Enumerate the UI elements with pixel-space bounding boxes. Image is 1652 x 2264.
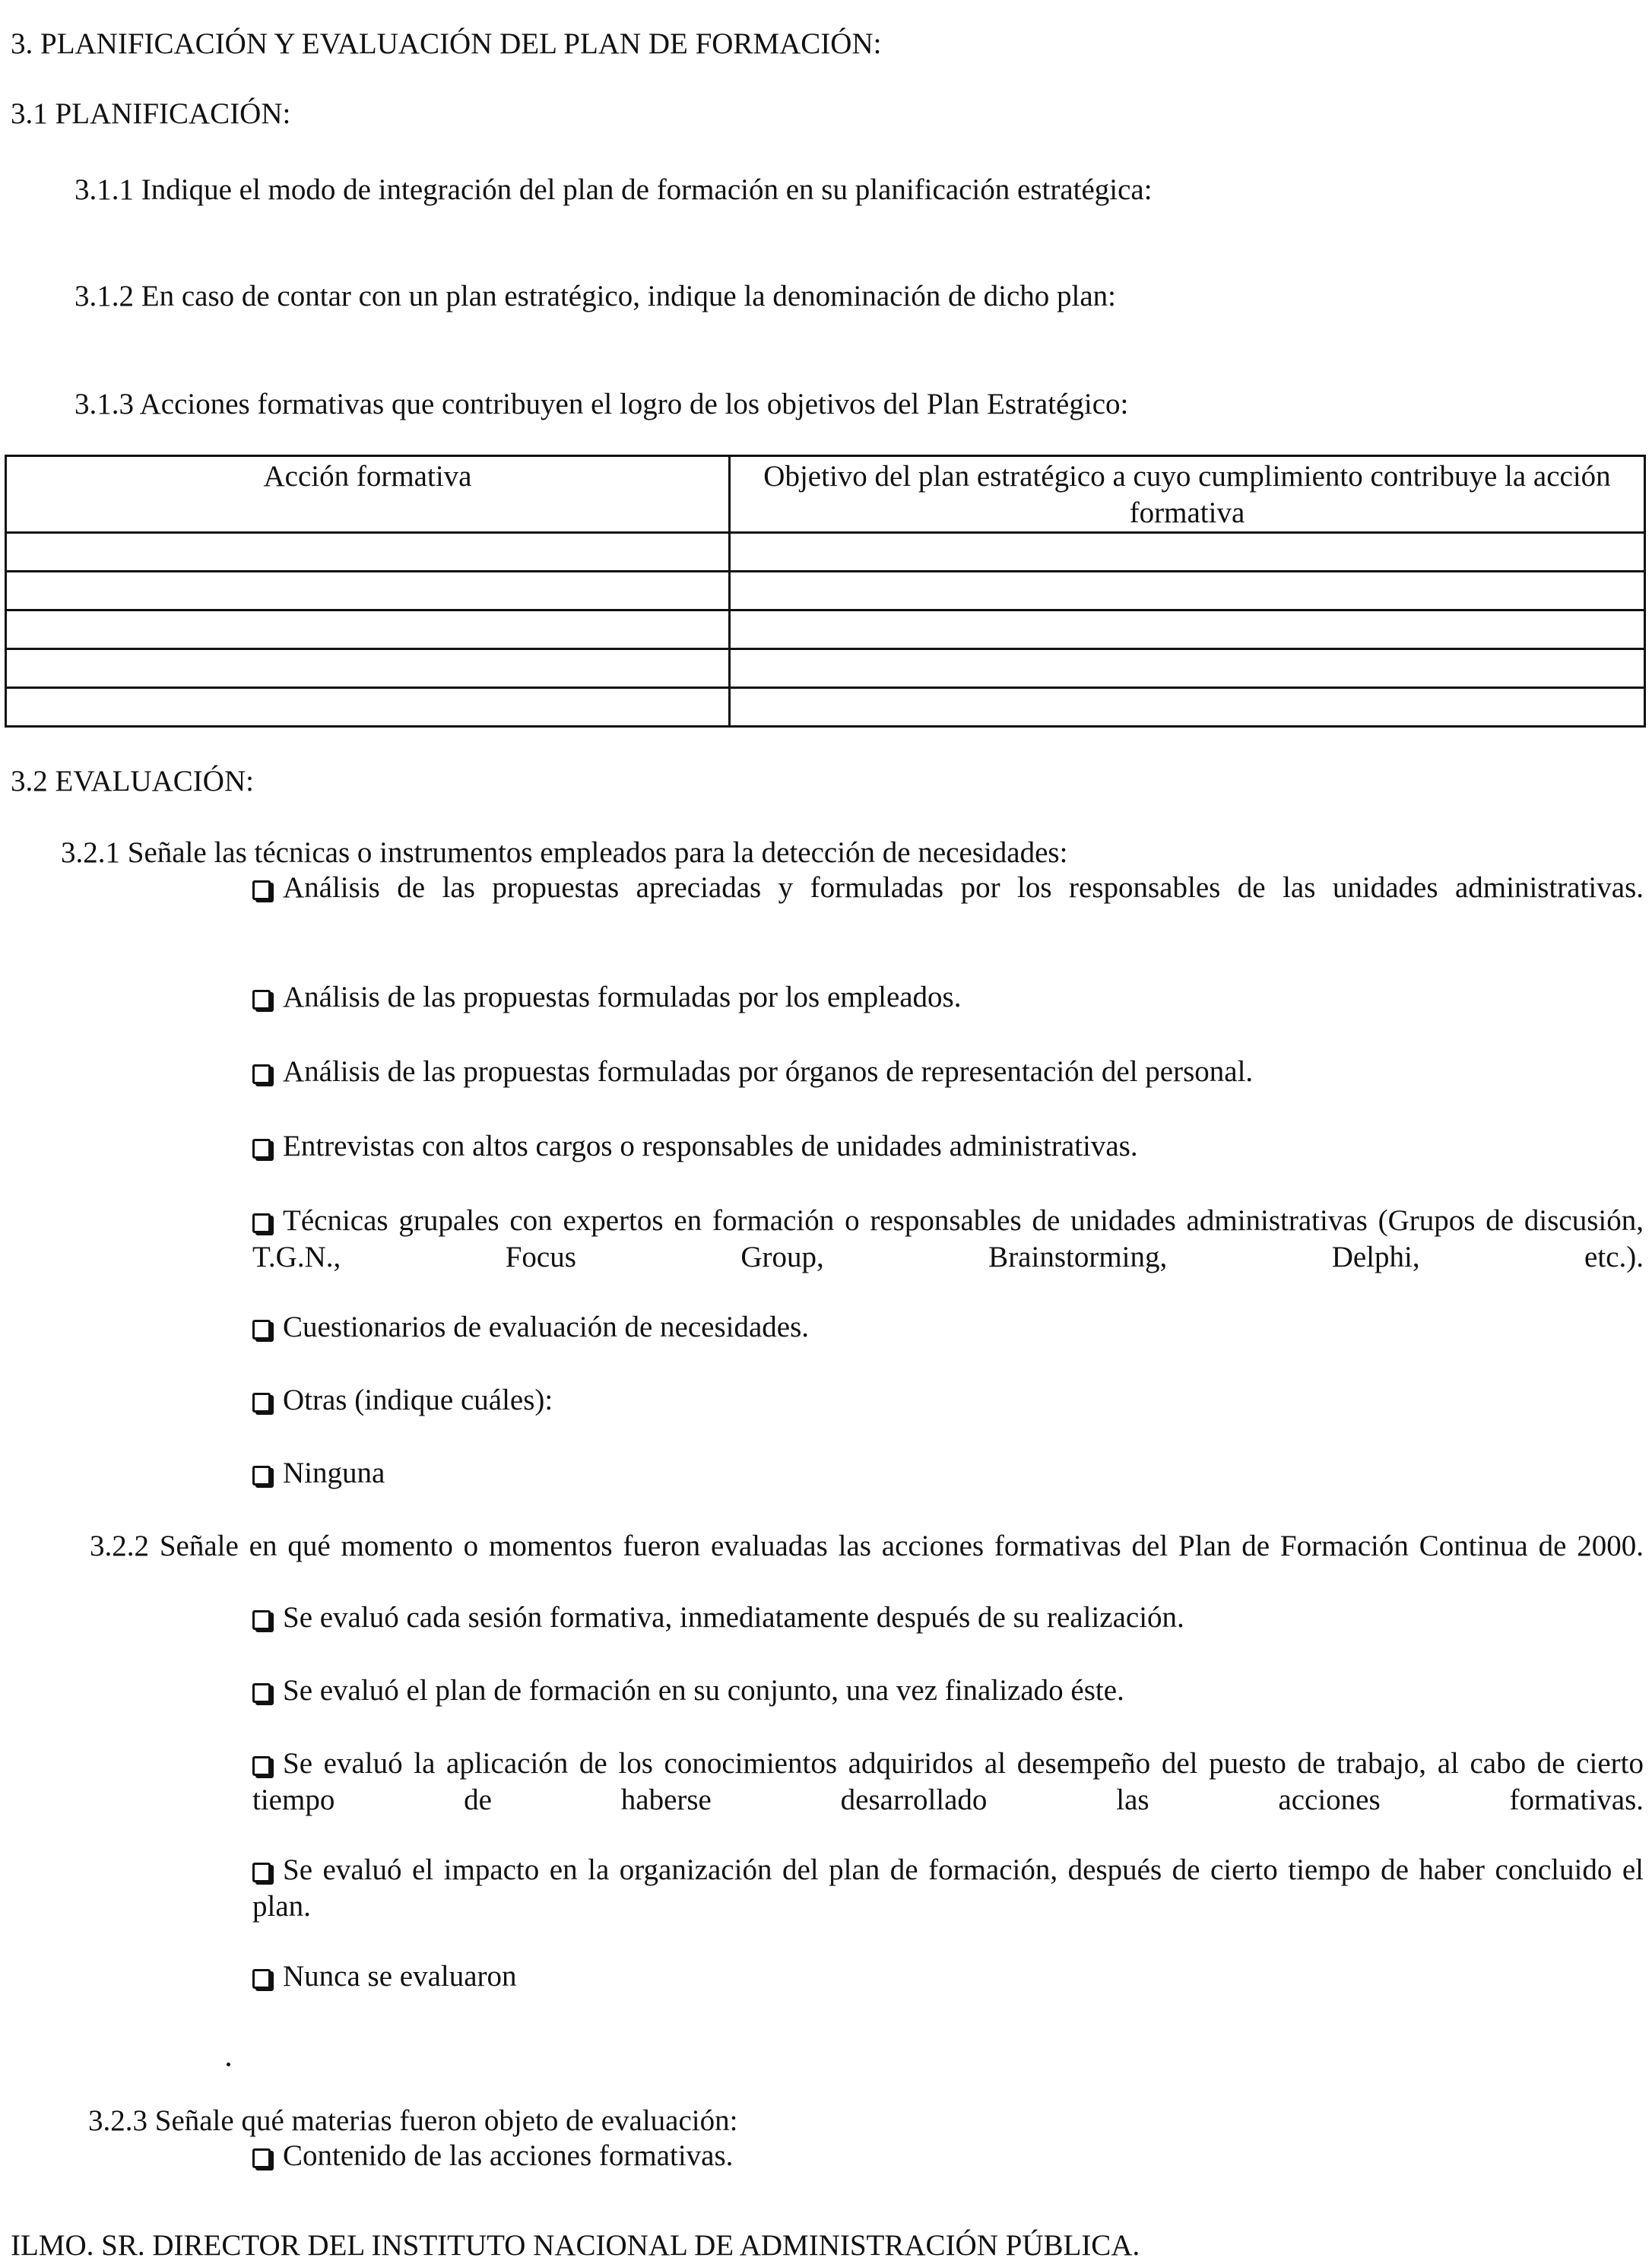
- checkbox[interactable]: [252, 1320, 271, 1340]
- option-item: [252, 2138, 733, 2174]
- option-item: [252, 979, 962, 1016]
- checkbox[interactable]: [252, 1610, 271, 1630]
- column-header-objetivo: Objetivo del plan estratégico a cuyo cumplimiento contribuye la acción formativa: [730, 456, 1645, 533]
- table-cell[interactable]: [6, 649, 730, 688]
- checkbox[interactable]: [252, 880, 271, 900]
- option-label: Análisis de las propuestas formuladas por órganos de representación del personal.: [283, 1055, 1254, 1088]
- checkbox[interactable]: [252, 1213, 271, 1233]
- option-label: Contenido de las acciones formativas.: [283, 2139, 734, 2172]
- option-item: [252, 1309, 809, 1346]
- table-row: [6, 610, 1645, 649]
- question-3-1-3: 3.1.3 Acciones formativas que contribuyen el logro de los objetivos del Plan Estratégico:: [75, 388, 1129, 420]
- table-cell[interactable]: [6, 688, 730, 727]
- table-cell[interactable]: [730, 533, 1645, 572]
- option-label: Se evaluó el plan de formación en su conjunto, una vez finalizado éste.: [283, 1674, 1124, 1707]
- option-item: [252, 870, 1644, 943]
- checkbox[interactable]: [252, 1139, 271, 1159]
- section-title: 3. PLANIFICACIÓN Y EVALUACIÓN DEL PLAN DE FORMACIÓN:: [11, 27, 882, 60]
- table-row: [6, 572, 1645, 610]
- acciones-table: [5, 455, 1646, 728]
- checkbox[interactable]: [252, 1969, 271, 1989]
- option-item: [252, 1203, 1644, 1312]
- planificacion-heading: 3.1 PLANIFICACIÓN:: [11, 97, 291, 130]
- stray-mark: [227, 2063, 230, 2066]
- checkbox[interactable]: [252, 2148, 271, 2168]
- option-label: Análisis de las propuestas apreciadas y formuladas por los responsables de las unidades administrativas.: [283, 871, 1644, 904]
- option-label: Ninguna: [283, 1457, 385, 1489]
- option-label: Técnicas grupales con expertos en formación o responsables de unidades administrativas (Grupos de discusión, T.G.N., Focus Group, Brainstorming, Delphi, etc.).: [252, 1204, 1644, 1273]
- question-3-2-1: 3.2.1 Señale las técnicas o instrumentos empleados para la detección de necesidades:: [61, 836, 1068, 869]
- question-3-2-3: 3.2.3 Señale qué materias fueron objeto de evaluación:: [88, 2104, 738, 2137]
- question-3-1-1: 3.1.1 Indique el modo de integración del plan de formación en su planificación estratégica:: [75, 173, 1153, 206]
- table-cell[interactable]: [730, 572, 1645, 610]
- checkbox[interactable]: [252, 1863, 271, 1882]
- checkbox[interactable]: [252, 990, 271, 1010]
- option-item: [252, 1958, 517, 1995]
- question-3-2-2: 3.2.2 Señale en qué momento o momentos fueron evaluadas las acciones formativas del Plan de Formación Continua de 2000.: [90, 1530, 1644, 1562]
- checkbox[interactable]: [252, 1756, 271, 1776]
- table-cell[interactable]: [730, 688, 1645, 727]
- checkbox[interactable]: [252, 1466, 271, 1486]
- question-3-1-2: 3.1.2 En caso de contar con un plan estratégico, indique la denominación de dicho plan:: [75, 280, 1116, 312]
- evaluacion-heading: 3.2 EVALUACIÓN:: [11, 765, 254, 797]
- option-item: [252, 1054, 1253, 1090]
- table-cell[interactable]: [6, 533, 730, 572]
- option-item: [252, 1746, 1644, 1855]
- table-header-row: [6, 456, 1645, 533]
- option-label: Se evaluó cada sesión formativa, inmediatamente después de su realización.: [283, 1601, 1184, 1634]
- checkbox[interactable]: [252, 1393, 271, 1413]
- option-label: Cuestionarios de evaluación de necesidades.: [283, 1311, 810, 1343]
- option-label: Análisis de las propuestas formuladas por los empleados.: [283, 981, 962, 1013]
- option-label: Se evaluó la aplicación de los conocimientos adquiridos al desempeño del puesto de trabajo, al cabo de cierto tiempo de haberse desarrollado las acciones formativas.: [252, 1747, 1644, 1816]
- option-item: [252, 1673, 1124, 1709]
- option-label: Nunca se evaluaron: [283, 1960, 517, 1993]
- table-row: [6, 533, 1645, 572]
- table-cell[interactable]: [730, 610, 1645, 649]
- checkbox[interactable]: [252, 1683, 271, 1703]
- option-item: [252, 1382, 553, 1419]
- option-label: Otras (indique cuáles):: [283, 1384, 553, 1416]
- table-cell[interactable]: [730, 649, 1645, 688]
- table-cell[interactable]: [6, 610, 730, 649]
- column-header-accion: Acción formativa: [6, 456, 730, 533]
- table-cell[interactable]: [6, 572, 730, 610]
- footer-addressee: ILMO. SR. DIRECTOR DEL INSTITUTO NACIONAL DE ADMINISTRACIÓN PÚBLICA.: [11, 2229, 1140, 2262]
- table-row: [6, 688, 1645, 727]
- option-item: [252, 1600, 1184, 1636]
- option-label: Se evaluó el impacto en la organización del plan de formación, después de cierto tiempo de haber concluido el plan.: [252, 1853, 1644, 1923]
- option-label: Entrevistas con altos cargos o responsables de unidades administrativas.: [283, 1130, 1138, 1162]
- option-item: [252, 1455, 385, 1492]
- table-row: [6, 649, 1645, 688]
- checkbox[interactable]: [252, 1064, 271, 1084]
- option-item: [252, 1852, 1644, 1961]
- option-item: [252, 1128, 1138, 1165]
